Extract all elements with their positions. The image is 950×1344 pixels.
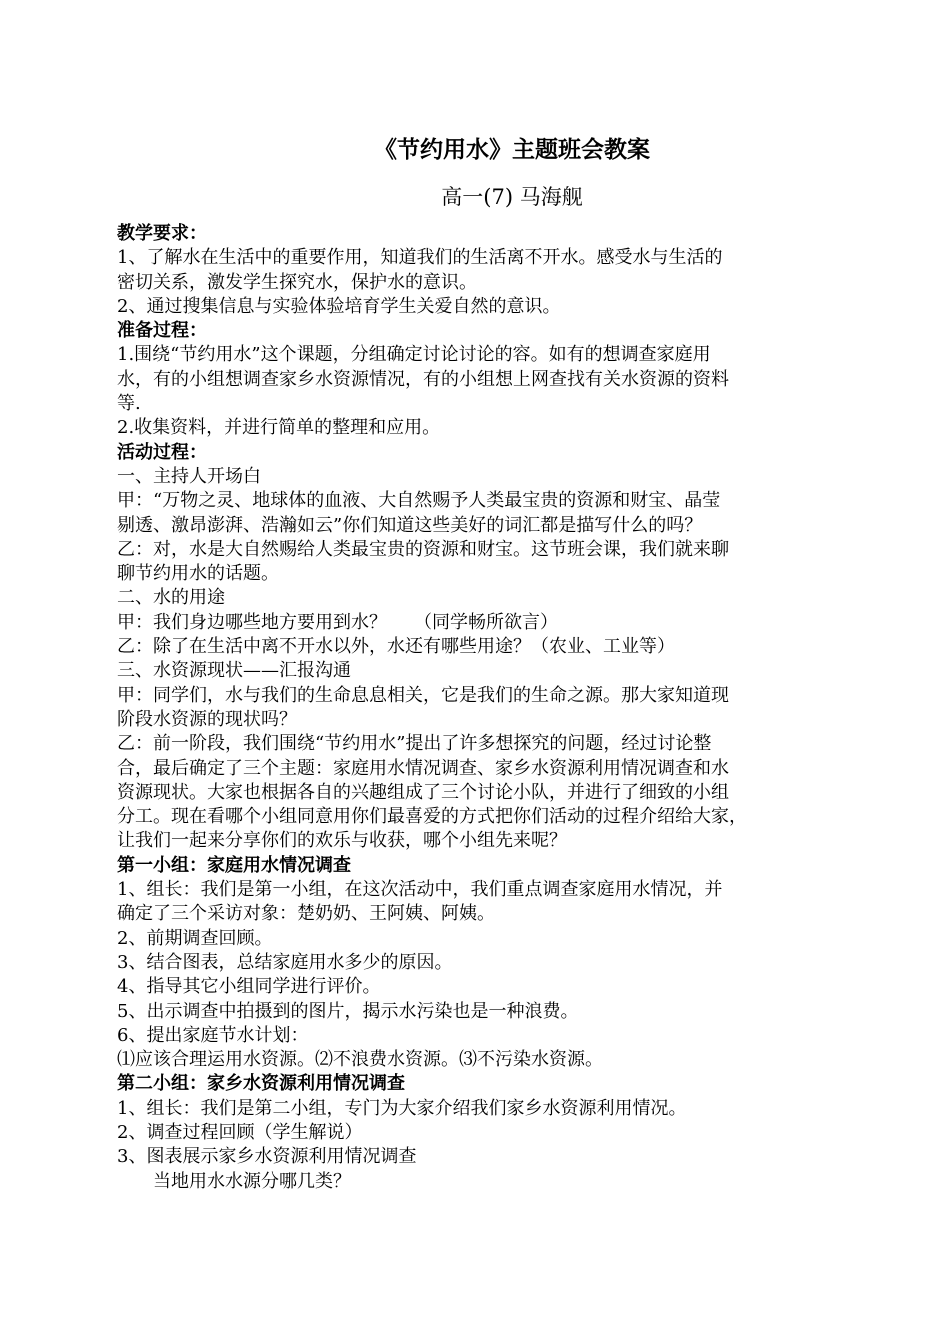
document-title: 《节约用水》主题班会教案	[374, 136, 650, 163]
text-line: 4、指导其它小组同学进行评价。	[117, 976, 381, 998]
text-line: 等.	[117, 393, 141, 415]
text-line: 分工。现在看哪个小组同意用你们最喜爱的方式把你们活动的过程介绍给大家，	[117, 806, 747, 828]
text-line: 1、了解水在生活中的重要作用，知道我们的生活离不开水。感受水与生活的	[117, 247, 723, 269]
text-line: 资源现状。大家也根据各自的兴趣组成了三个讨论小队，并进行了细致的小组	[117, 781, 729, 803]
section-teaching-requirements	[117, 222, 877, 319]
text-line: 6、提出家庭节水计划：	[117, 1024, 309, 1046]
text-line: 乙：前一阶段，我们围绕“节约用水”提出了许多想探究的问题，经过讨论整	[117, 733, 712, 755]
text-line: 确定了三个采访对象：楚奶奶、王阿姨、阿姨。	[117, 903, 495, 925]
text-line-indented: 当地用水水源分哪几类？	[153, 1170, 351, 1192]
text-line: 1.围绕“节约用水”这个课题，分组确定讨论讨论的容。如有的想调查家庭用	[117, 344, 711, 366]
text-line: 乙：对，水是大自然赐给人类最宝贵的资源和财宝。这节班会课，我们就来聊	[117, 538, 729, 560]
text-line: 5、出示调查中拍摄到的图片，揭示水污染也是一种浪费。	[117, 1000, 579, 1022]
text-line: 密切关系，激发学生探究水，保护水的意识。	[117, 271, 477, 293]
text-line: 水，有的小组想调查家乡水资源情况，有的小组想上网查找有关水资源的资料	[117, 368, 729, 390]
text-line: 2.收集资料，并进行简单的整理和应用。	[117, 417, 441, 439]
text-line: 1、组长：我们是第二小组，专门为大家介绍我们家乡水资源利用情况。	[117, 1097, 687, 1119]
section-group-one	[117, 854, 877, 1073]
section-heading: 教学要求：	[117, 223, 207, 244]
section-heading: 第二小组：家乡水资源利用情况调查	[117, 1073, 405, 1095]
section-preparation	[117, 319, 877, 440]
text-line: 一、主持人开场白	[117, 465, 261, 487]
section-activity-process	[117, 441, 877, 854]
text-line: 剔透、激昂澎湃、浩瀚如云”你们知道这些美好的词汇都是描写什么的吗？	[117, 514, 703, 536]
text-line: 聊节约用水的话题。	[117, 563, 279, 585]
section-group-two	[117, 1072, 877, 1193]
text-line: 甲：“万物之灵、地球体的血液、大自然赐予人类最宝贵的资源和财宝、晶莹	[117, 490, 721, 512]
text-line: 甲：同学们，水与我们的生命息息相关，它是我们的生命之源。那大家知道现	[117, 684, 729, 706]
section-heading: 活动过程：	[117, 441, 207, 463]
text-line: 2、前期调查回顾。	[117, 927, 273, 949]
text-line: 甲：我们身边哪些地方要用到水？ （同学畅所欲言）	[117, 611, 558, 633]
text-line: 乙：除了在生活中离不开水以外，水还有哪些用途？（农业、工业等）	[117, 636, 675, 658]
text-line: 2、通过搜集信息与实验体验培育学生关爱自然的意识。	[117, 295, 561, 317]
text-line: 3、图表展示家乡水资源利用情况调查	[117, 1146, 417, 1168]
text-line: 二、水的用途	[117, 587, 225, 609]
text-line: 阶段水资源的现状吗？	[117, 708, 297, 730]
text-line: ⑴应该合理运用水资源。⑵不浪费水资源。⑶不污染水资源。	[117, 1049, 603, 1071]
text-line: 3、结合图表，总结家庭用水多少的原因。	[117, 951, 453, 973]
section-heading: 第一小组：家庭用水情况调查	[117, 854, 351, 876]
text-line: 1、组长：我们是第一小组，在这次活动中，我们重点调查家庭用水情况，并	[117, 879, 723, 901]
text-line: 三、水资源现状——汇报沟通	[117, 660, 351, 682]
section-heading: 准备过程：	[117, 320, 207, 342]
document-subtitle: 高一(7) 马海舰	[441, 185, 583, 209]
text-line: 合，最后确定了三个主题：家庭用水情况调查、家乡水资源利用情况调查和水	[117, 757, 729, 779]
text-line: 让我们一起来分享你们的欢乐与收获，哪个小组先来呢？	[117, 830, 567, 852]
document-page	[117, 132, 877, 1194]
text-line: 2、调查过程回顾（学生解说）	[117, 1121, 363, 1143]
